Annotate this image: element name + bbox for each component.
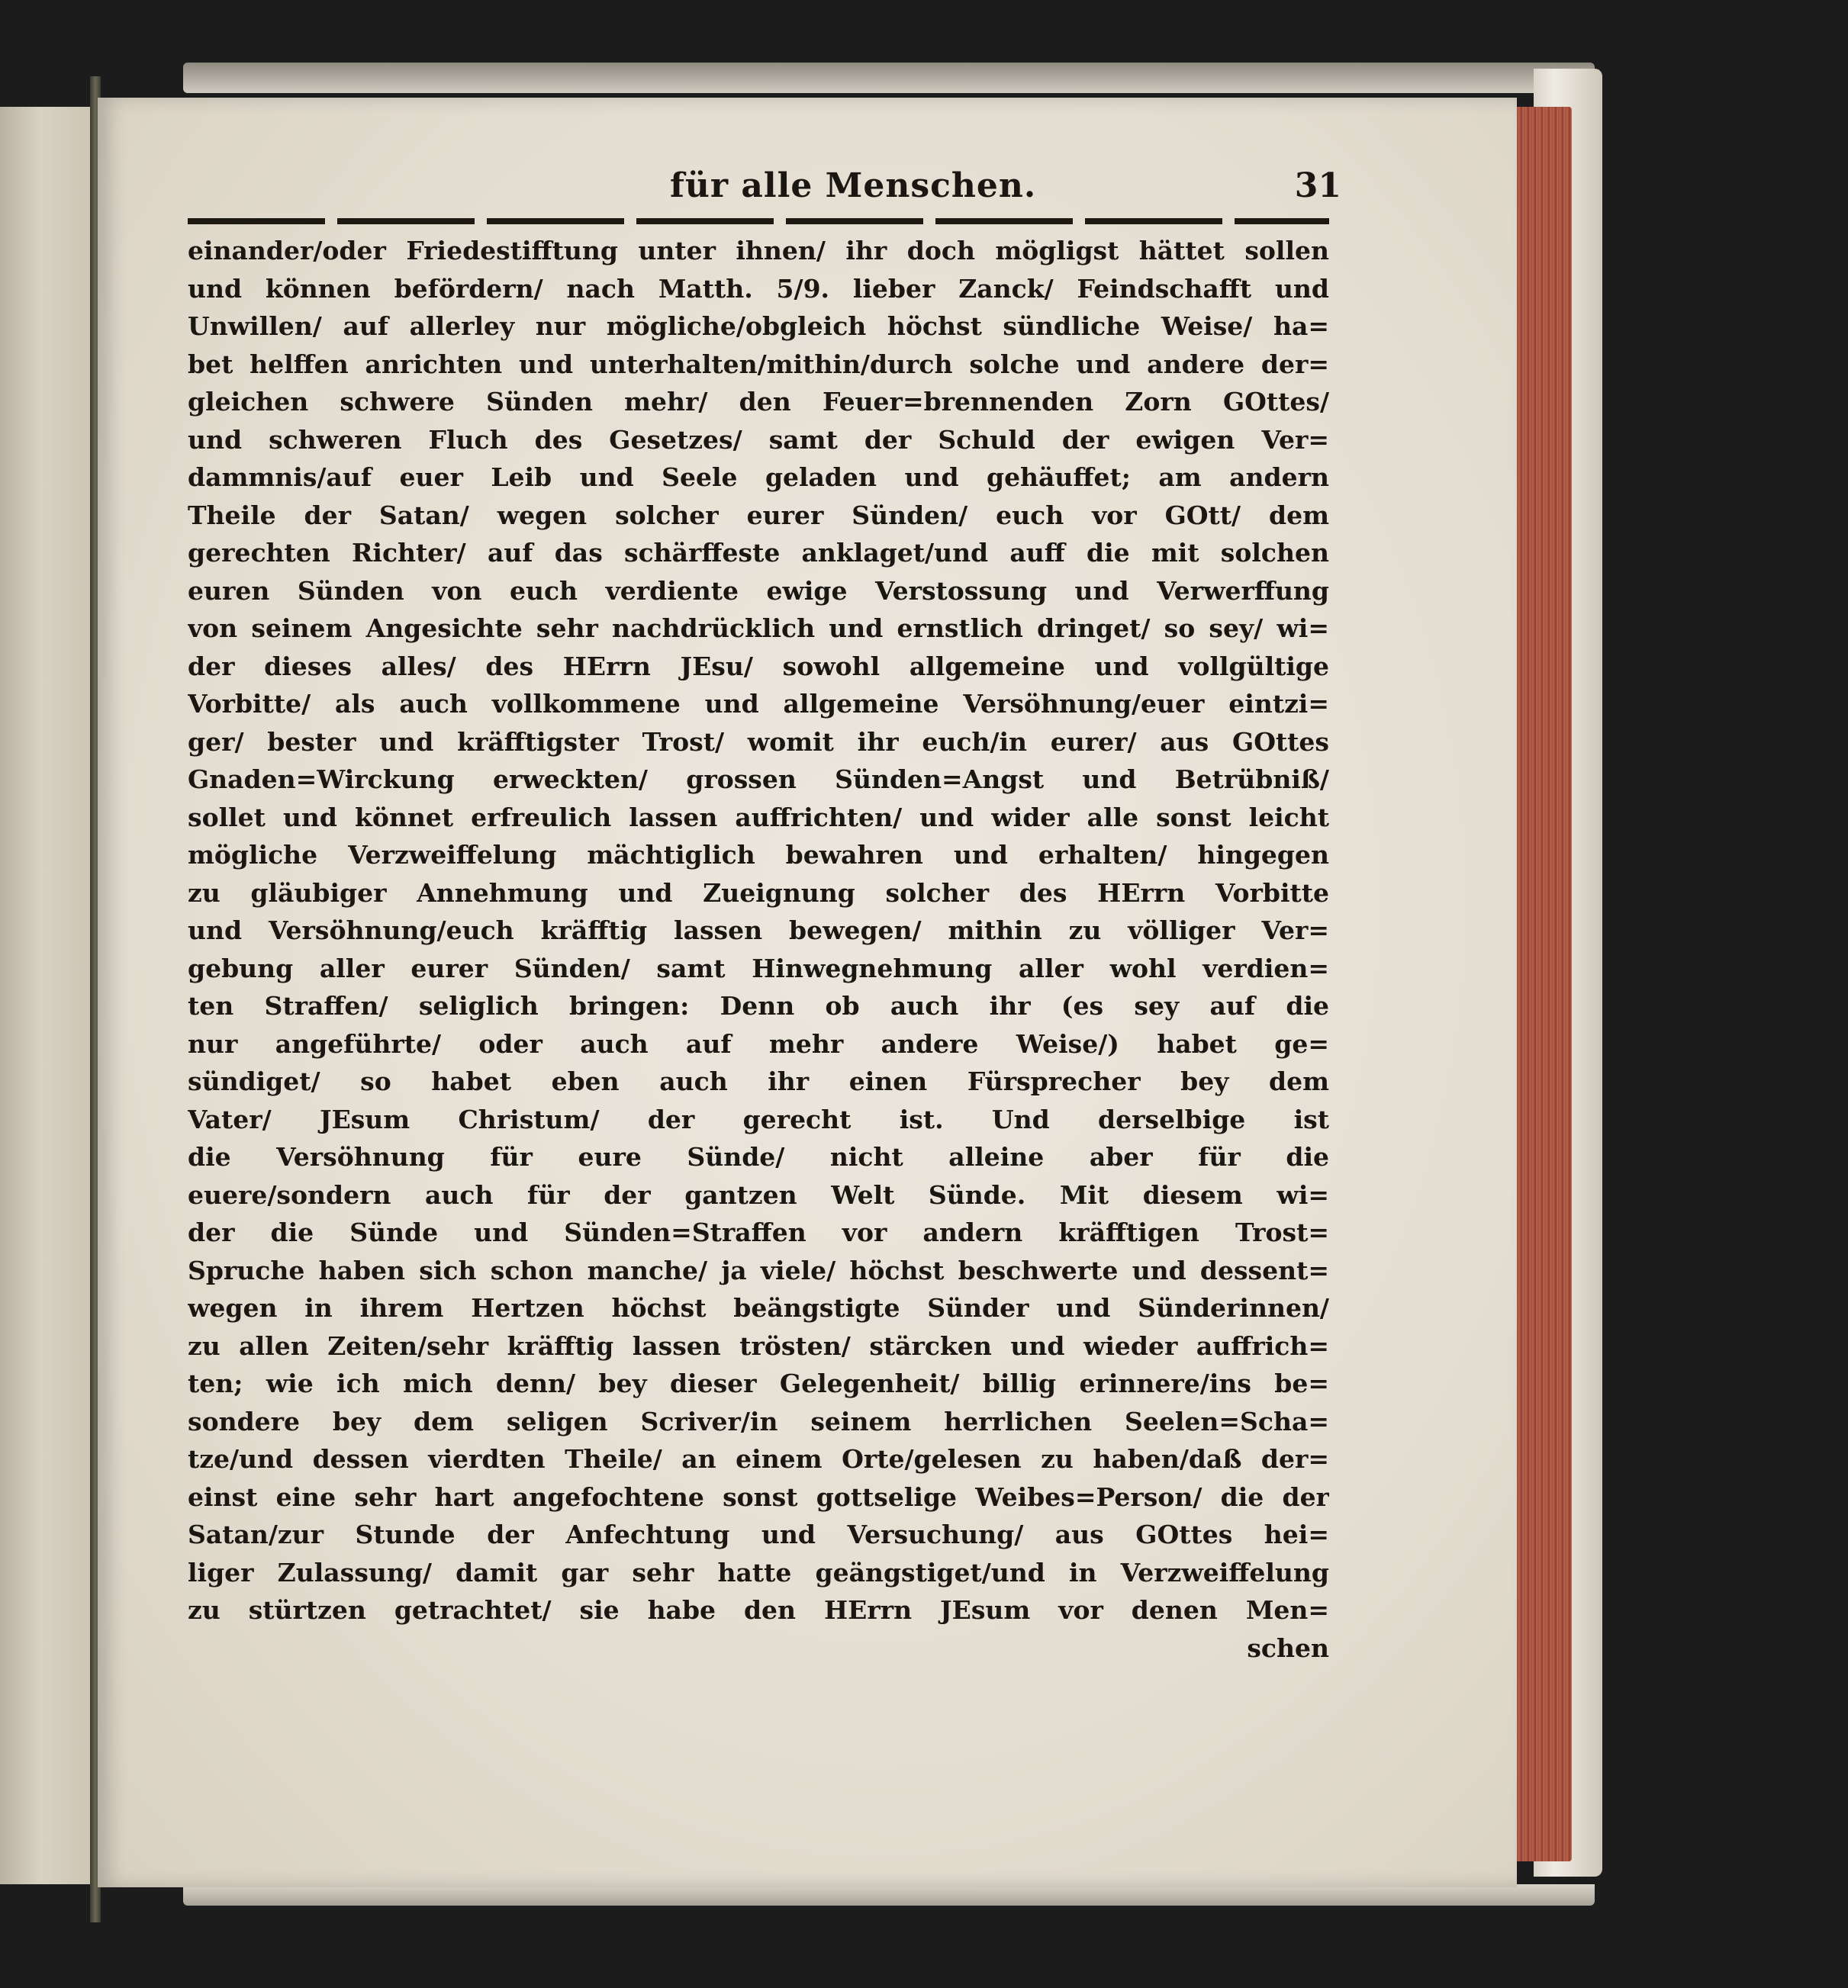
- text-line: sündiget/ so habet eben auch ihr einen Fürsprecher bey dem: [188, 1066, 1329, 1096]
- text-line: zu stürtzen getrachtet/ sie habe den HErrn JEsum vor denen Men=: [188, 1595, 1329, 1625]
- text-line: wegen in ihrem Hertzen höchst beängstigte Sünder und Sünderinnen/: [188, 1293, 1329, 1323]
- text-line: schen: [1247, 1633, 1329, 1663]
- page-number: 31: [1294, 166, 1341, 205]
- text-line: gleichen schwere Sünden mehr/ den Feuer=brennenden Zorn GOttes/: [188, 387, 1329, 417]
- book-page: [98, 98, 1517, 1887]
- text-line: ten Straffen/ seliglich bringen: Denn ob auch ihr (es sey auf die: [188, 991, 1329, 1021]
- text-line: zu gläubiger Annehmung und Zueignung solcher des HErrn Vorbitte: [188, 877, 1329, 908]
- left-page-edge: [0, 107, 99, 1884]
- body-text: [188, 232, 1329, 1667]
- text-line: gerechten Richter/ auf das schärffeste anklaget/und auff die mit solchen: [188, 538, 1329, 568]
- text-line: von seinem Angesichte sehr nachdrücklich und ernstlich dringet/ so sey/ wi=: [188, 613, 1329, 643]
- running-title: für alle Menschen.: [670, 166, 1037, 205]
- text-line: und Versöhnung/euch kräfftig lassen bewegen/ mithin zu völliger Ver=: [188, 915, 1329, 945]
- text-line: mögliche Verzweiffelung mächtiglich bewahren und erhalten/ hingegen: [188, 840, 1329, 870]
- text-line: und können befördern/ nach Matth. 5/9. lieber Zanck/ Feindschafft und: [188, 273, 1329, 304]
- text-line: Unwillen/ auf allerley nur mögliche/obgleich höchst sündliche Weise/ ha=: [188, 311, 1329, 341]
- text-line: dammnis/auf euer Leib und Seele geladen und gehäuffet; am andern: [188, 462, 1329, 492]
- text-line: Gnaden=Wirckung erweckten/ grossen Sünden=Angst und Betrübniß/: [188, 764, 1329, 794]
- text-line: die Versöhnung für eure Sünde/ nicht alleine aber für die: [188, 1142, 1329, 1172]
- text-line: und schweren Fluch des Gesetzes/ samt der Schuld der ewigen Ver=: [188, 424, 1329, 455]
- header-rule: [188, 218, 1329, 224]
- text-line: Spruche haben sich schon manche/ ja viele/ höchst beschwerte und dessent=: [188, 1255, 1329, 1285]
- text-line: euere/sondern auch für der gantzen Welt Sünde. Mit diesem wi=: [188, 1179, 1329, 1210]
- text-line: der dieses alles/ des HErrn JEsu/ sowohl allgemeine und vollgültige: [188, 651, 1329, 681]
- text-line: nur angeführte/ oder auch auf mehr andere Weise/) habet ge=: [188, 1028, 1329, 1059]
- page-header: [258, 159, 1341, 220]
- text-line: Theile der Satan/ wegen solcher eurer Sünden/ euch vor GOtt/ dem: [188, 500, 1329, 530]
- text-line: gebung aller eurer Sünden/ samt Hinwegnehmung aller wohl verdien=: [188, 953, 1329, 983]
- text-line: tze/und dessen vierdten Theile/ an einem Orte/gelesen zu haben/daß der=: [188, 1444, 1329, 1474]
- text-line: ger/ bester und kräfftigster Trost/ womit ihr euch/in eurer/ aus GOttes: [188, 726, 1329, 757]
- text-line: Vater/ JEsum Christum/ der gerecht ist. Und derselbige ist: [188, 1104, 1329, 1134]
- text-line: einst eine sehr hart angefochtene sonst gottselige Weibes=Person/ die der: [188, 1481, 1329, 1512]
- text-line: zu allen Zeiten/sehr kräfftig lassen trösten/ stärcken und wieder auffrich=: [188, 1330, 1329, 1361]
- text-line: liger Zulassung/ damit gar sehr hatte geängstiget/und in Verzweiffelung: [188, 1557, 1329, 1588]
- text-line: Satan/zur Stunde der Anfechtung und Versuchung/ aus GOttes hei=: [188, 1520, 1329, 1549]
- text-line: sollet und könnet erfreulich lassen auffrichten/ und wider alle sonst leicht: [188, 802, 1329, 832]
- cover-bottom-edge: [183, 1884, 1595, 1906]
- text-line: bet helffen anrichten und unterhalten/mithin/durch solche und andere der=: [188, 349, 1329, 379]
- text-line: einander/oder Friedestifftung unter ihnen/ ihr doch mögligst hättet sollen: [188, 236, 1329, 265]
- text-line: euren Sünden von euch verdiente ewige Verstossung und Verwerffung: [188, 575, 1329, 606]
- text-line: ten; wie ich mich denn/ bey dieser Gelegenheit/ billig erinnere/ins be=: [188, 1369, 1329, 1398]
- cover-top-edge: [183, 63, 1595, 93]
- text-line: Vorbitte/ als auch vollkommene und allgemeine Versöhnung/euer eintzi=: [188, 689, 1329, 719]
- text-line: der die Sünde und Sünden=Straffen vor andern kräfftigen Trost=: [188, 1218, 1329, 1247]
- text-line: sondere bey dem seligen Scriver/in seinem herrlichen Seelen=Scha=: [188, 1406, 1329, 1436]
